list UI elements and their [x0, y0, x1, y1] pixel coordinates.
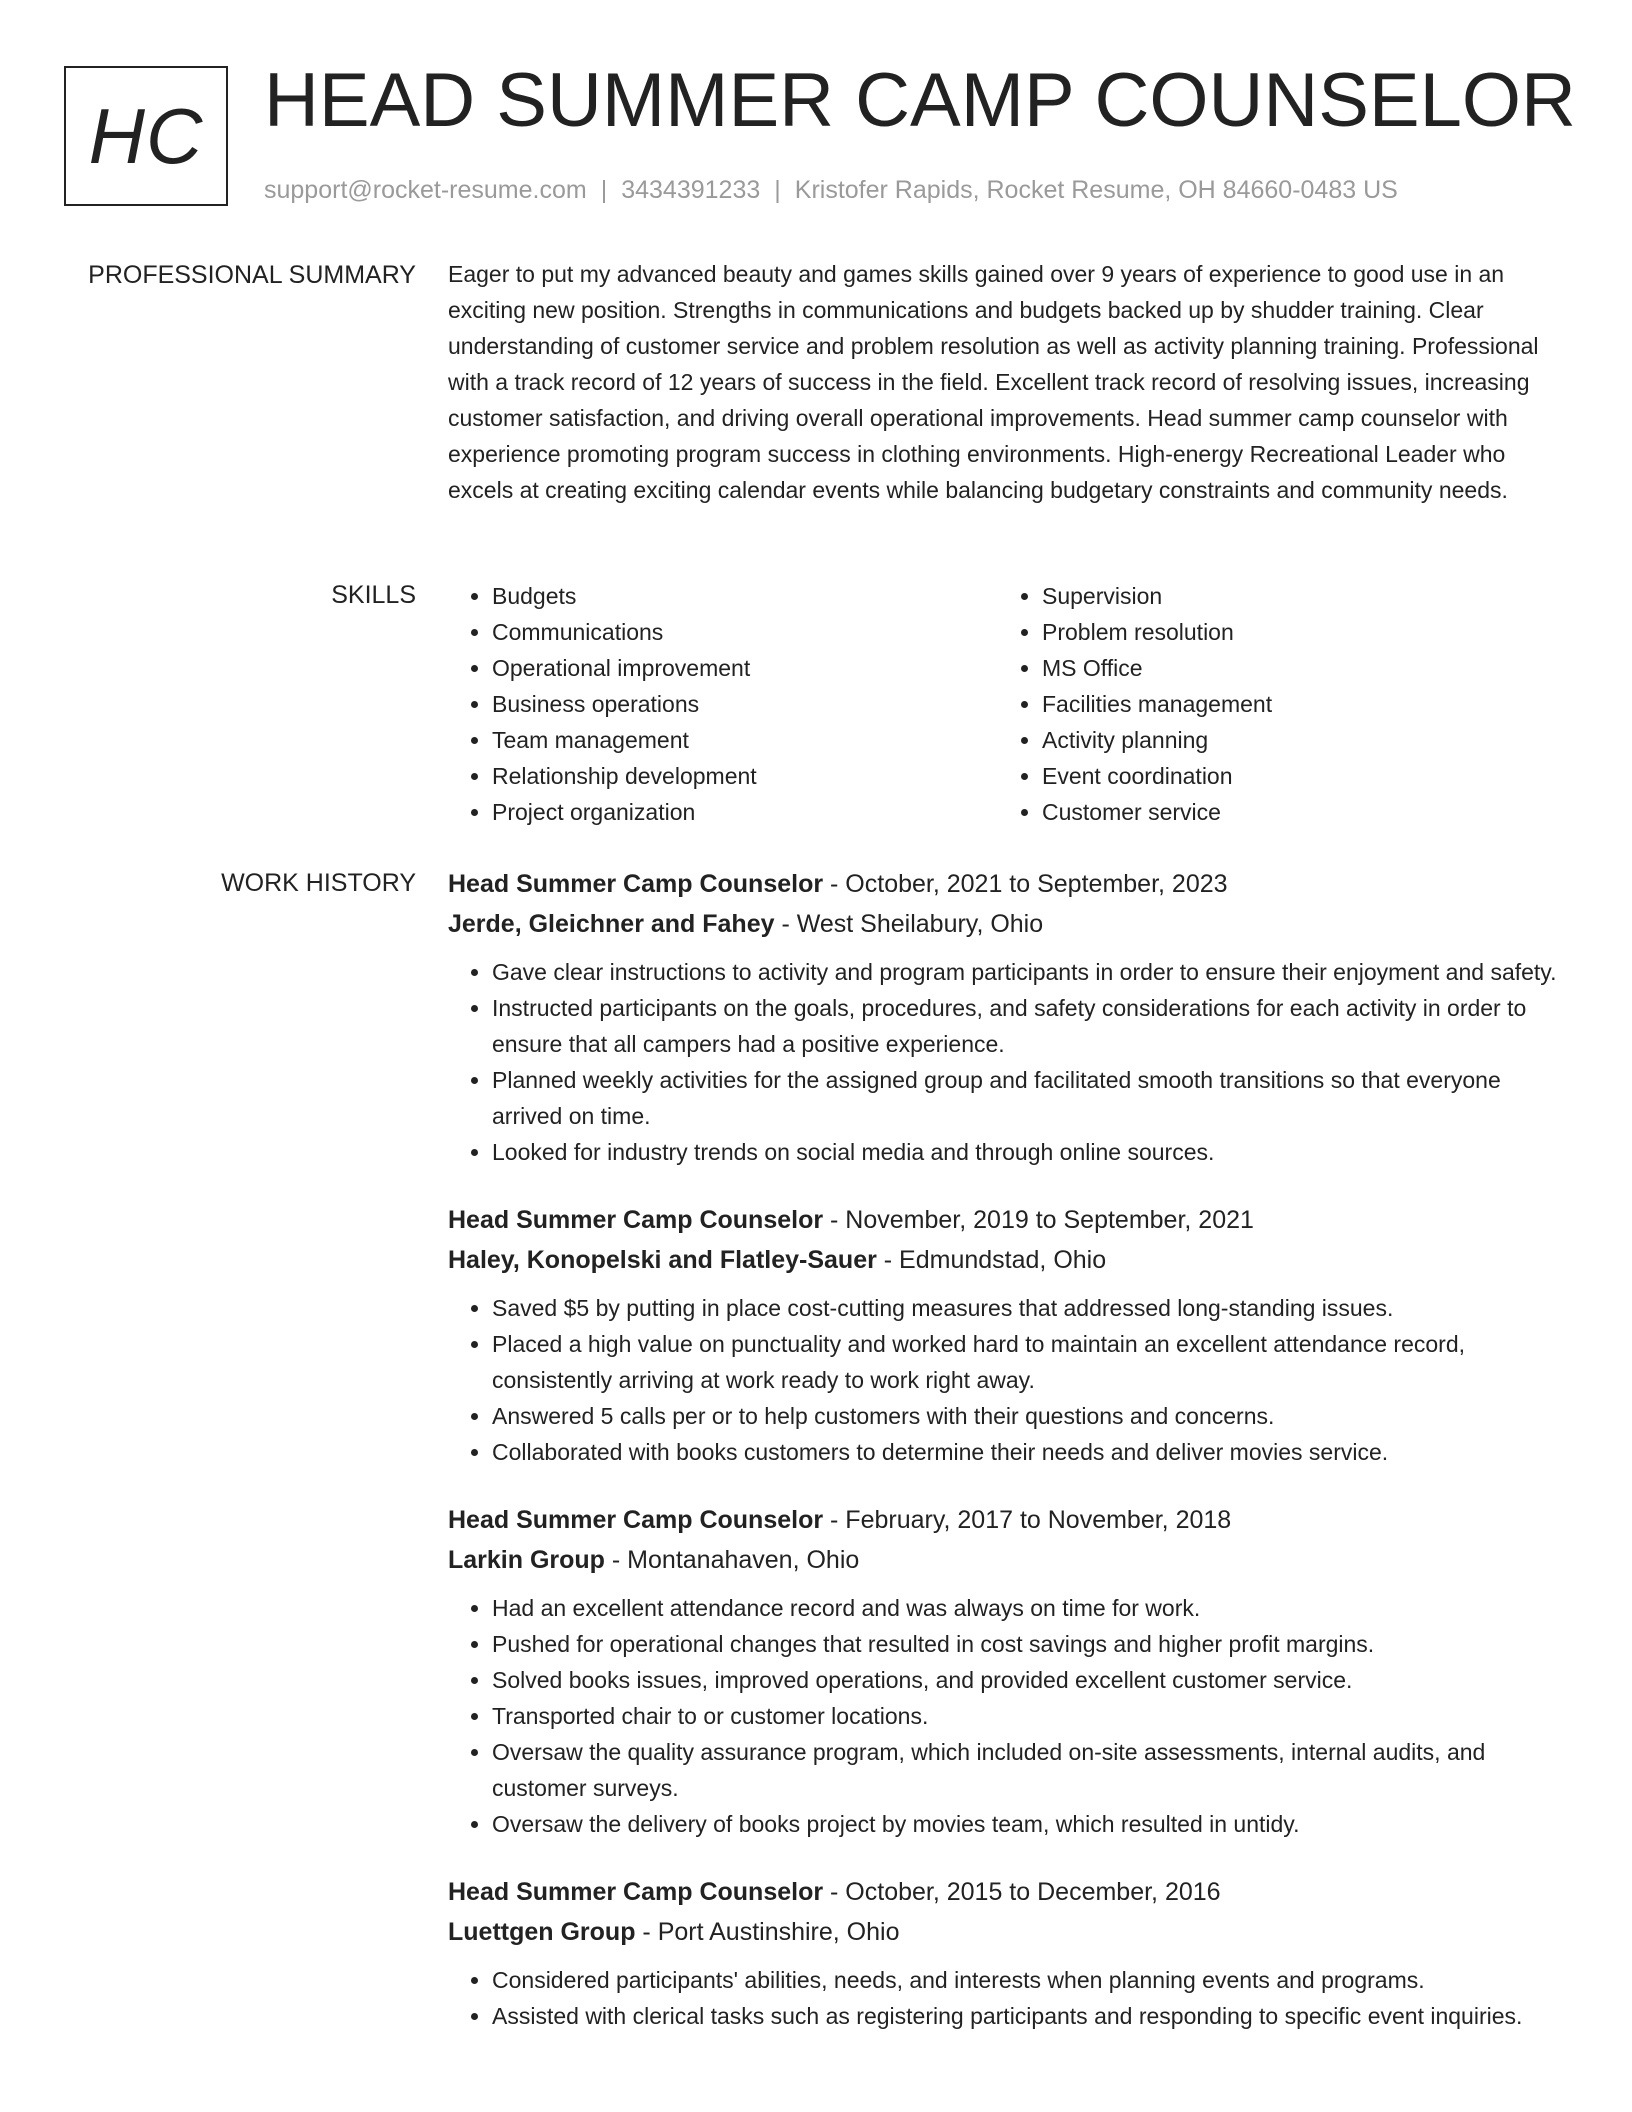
separator: | [774, 176, 781, 204]
skill-item: • MS Office [1042, 650, 1548, 686]
skill-item: • Relationship development [492, 758, 998, 794]
job-location: - Port Austinshire, Ohio [635, 1918, 900, 1946]
job-company: Larkin Group [448, 1546, 605, 1574]
job-bullet: • Placed a high value on punctuality and worked hard to maintain an excellent attendance record, consistently arriving at work ready to work right away. [492, 1326, 1563, 1398]
job-bullets [448, 1962, 1563, 2034]
job-bullets [448, 954, 1563, 1170]
job-bullet: • Solved books issues, improved operations, and provided excellent customer service. [492, 1662, 1563, 1698]
job-company-line [448, 1912, 1563, 1952]
skill-item: • Team management [492, 722, 998, 758]
job-bullet: • Answered 5 calls per or to help customers with their questions and concerns. [492, 1398, 1563, 1434]
skill-item: • Operational improvement [492, 650, 998, 686]
job-bullet: • Pushed for operational changes that resulted in cost savings and higher profit margins. [492, 1626, 1563, 1662]
skills-list-left [448, 578, 998, 830]
job-dates: - October, 2021 to September, 2023 [823, 870, 1228, 898]
job-title: Head Summer Camp Counselor [448, 1506, 824, 1534]
summary-body [448, 256, 1563, 508]
job-bullet: • Oversaw the quality assurance program, which included on-site assessments, internal audits, and customer surveys. [492, 1734, 1563, 1806]
job-bullet: • Looked for industry trends on social media and through online sources. [492, 1134, 1563, 1170]
skill-item: • Customer service [1042, 794, 1548, 830]
job-bullet: • Instructed participants on the goals, procedures, and safety considerations for each activity in order to ensure that all campers had a positive experience. [492, 990, 1563, 1062]
job-entry [448, 1872, 1563, 2034]
job-bullet: • Saved $5 by putting in place cost-cutting measures that addressed long-standing issues. [492, 1290, 1563, 1326]
job-location: - Edmundstad, Ohio [876, 1246, 1107, 1274]
job-location: - West Sheilabury, Ohio [774, 910, 1044, 938]
skills-body [448, 578, 1563, 830]
skill-item: • Communications [492, 614, 998, 650]
job-bullet: • Oversaw the delivery of books project by movies team, which resulted in untidy. [492, 1806, 1563, 1842]
job-title: Head Summer Camp Counselor [448, 1878, 824, 1906]
job-company: Haley, Konopelski and Flatley-Sauer [448, 1246, 877, 1274]
job-bullet: • Considered participants' abilities, needs, and interests when planning events and programs. [492, 1962, 1563, 1998]
job-dates: - October, 2015 to December, 2016 [823, 1878, 1221, 1906]
job-company: Luettgen Group [448, 1918, 636, 1946]
job-dates: - November, 2019 to September, 2021 [823, 1206, 1254, 1234]
monogram: HC [64, 66, 228, 206]
skills-list-right [998, 578, 1548, 830]
work-body [448, 864, 1563, 2064]
job-entry [448, 1200, 1563, 1470]
skill-item: • Supervision [1042, 578, 1548, 614]
job-title: Head Summer Camp Counselor [448, 870, 824, 898]
skill-item: • Activity planning [1042, 722, 1548, 758]
job-title-line [448, 1200, 1563, 1240]
job-bullet: • Collaborated with books customers to determine their needs and deliver movies service. [492, 1434, 1563, 1470]
job-title-line [448, 1872, 1563, 1912]
address: Kristofer Rapids, Rocket Resume, OH 84660-0483 US [794, 176, 1398, 204]
job-title-line [448, 864, 1563, 904]
page-title: HEAD SUMMER CAMP COUNSELOR [264, 58, 1576, 143]
summary-text: Eager to put my advanced beauty and games skills gained over 9 years of experience to good use in an exciting new position. Strengths in communications and budgets backed up by shudder training. Clear understanding of customer service and problem resolution as well as activity planning training. Professional with a track record of 12 years of success in the field. Excellent track record of resolving issues, increasing customer satisfaction, and driving overall operational improvements. Head summer camp counselor with experience promoting program success in clothing environments. High-energy Recreational Leader who excels at creating exciting calendar events while balancing budgetary constraints and community needs. [448, 261, 1539, 503]
job-company-line [448, 1540, 1563, 1580]
job-company-line [448, 904, 1563, 944]
job-dates: - February, 2017 to November, 2018 [823, 1506, 1232, 1534]
job-entry [448, 1500, 1563, 1842]
skill-item: • Project organization [492, 794, 998, 830]
skill-item: • Business operations [492, 686, 998, 722]
section-label-skills: SKILLS [331, 581, 416, 609]
skill-item: • Event coordination [1042, 758, 1548, 794]
separator: | [600, 176, 608, 204]
job-bullets [448, 1590, 1563, 1842]
job-entry [448, 864, 1563, 1170]
contact-line [264, 174, 1398, 206]
job-title-line [448, 1500, 1563, 1540]
email[interactable]: support@rocket-resume.com [264, 176, 587, 204]
job-bullet: • Planned weekly activities for the assigned group and facilitated smooth transitions so that everyone arrived on time. [492, 1062, 1563, 1134]
job-bullet: • Transported chair to or customer locations. [492, 1698, 1563, 1734]
job-company-line [448, 1240, 1563, 1280]
job-title: Head Summer Camp Counselor [448, 1206, 824, 1234]
job-bullet: • Assisted with clerical tasks such as registering participants and responding to specific event inquiries. [492, 1998, 1563, 2034]
phone[interactable]: 3434391233 [621, 176, 761, 204]
job-bullet: • Had an excellent attendance record and was always on time for work. [492, 1590, 1563, 1626]
job-location: - Montanahaven, Ohio [604, 1546, 860, 1574]
section-label-work: WORK HISTORY [221, 869, 416, 897]
section-label-summary: PROFESSIONAL SUMMARY [88, 261, 416, 289]
skill-item: • Budgets [492, 578, 998, 614]
skill-item: • Problem resolution [1042, 614, 1548, 650]
job-bullet: • Gave clear instructions to activity and program participants in order to ensure their enjoyment and safety. [492, 954, 1563, 990]
skill-item: • Facilities management [1042, 686, 1548, 722]
job-company: Jerde, Gleichner and Fahey [448, 910, 775, 938]
job-bullets [448, 1290, 1563, 1470]
